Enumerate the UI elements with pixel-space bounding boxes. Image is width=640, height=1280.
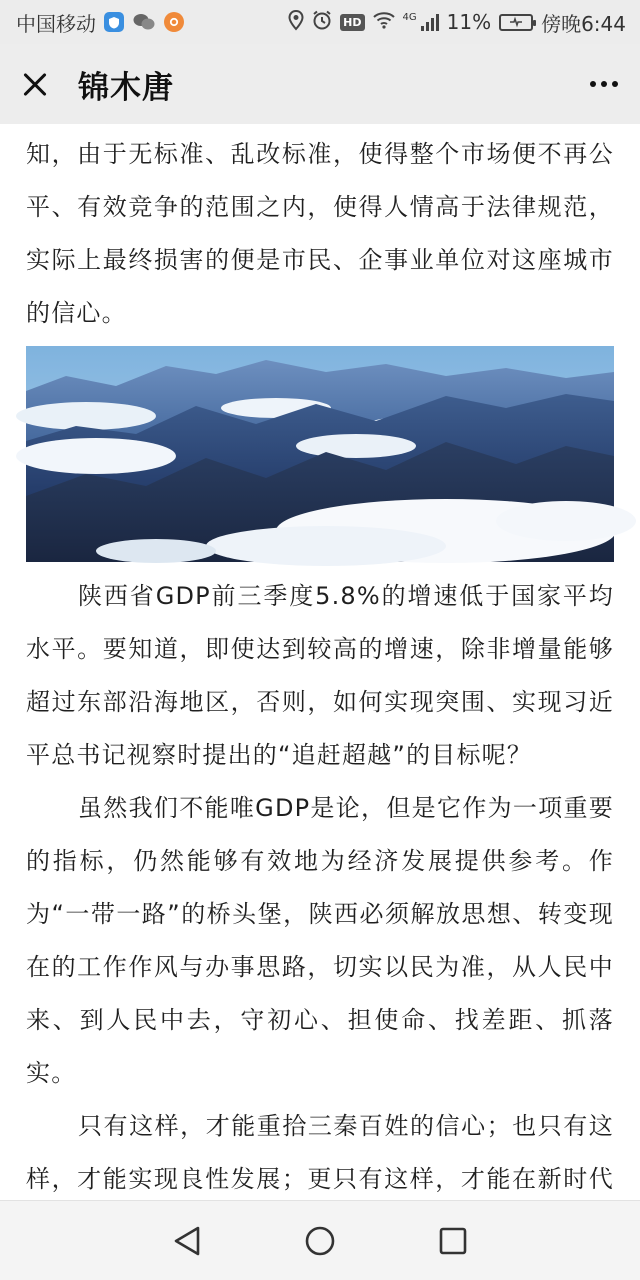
wechat-icon: [132, 12, 156, 32]
battery-percent: 11%: [446, 10, 492, 34]
page-title: 锦木唐: [78, 69, 174, 106]
alarm-icon: [312, 10, 332, 35]
home-icon[interactable]: [290, 1211, 350, 1271]
article-paragraph: 陕西省GDP前三季度5.8%的增速低于国家平均水平。要知道，即使达到较高的增速，除非增量能够超过东部沿海地区，否则，如何实现突围、实现习近平总书记视察时提出的“追赶超越”的目标呢？: [26, 582, 614, 769]
network-type: 4G: [402, 12, 417, 23]
clock-time: 傍晚6:44: [541, 11, 626, 36]
mountains-above-clouds-photo: [26, 346, 614, 562]
navigation-bar: [0, 1200, 640, 1280]
article-paragraph: 只有这样，才能重拾三秦百姓的信心；也只有这样，才能实现良性发展；更只有这样，才能在新时代: [26, 1112, 614, 1193]
status-right: [288, 8, 626, 37]
status-left: [16, 8, 184, 37]
status-bar: [0, 0, 640, 44]
wifi-icon: [373, 10, 395, 34]
app-header: [0, 44, 640, 124]
recents-icon[interactable]: [423, 1211, 483, 1271]
battery-icon: [499, 14, 533, 31]
close-icon[interactable]: [18, 67, 52, 101]
more-options-icon[interactable]: [586, 71, 622, 97]
article-content[interactable]: [0, 124, 640, 1200]
signal-icon: [403, 13, 439, 31]
article-paragraph: 知，由于无标准、乱改标准，使得整个市场便不再公平、有效竞争的范围之内，使得人情高于法律规范，实际上最终损害的便是市民、企事业单位对这座城市的信心。: [26, 140, 614, 327]
article-paragraph: 虽然我们不能唯GDP是论，但是它作为一项重要的指标，仍然能够有效地为经济发展提供参考。作为“一带一路”的桥头堡，陕西必须解放思想、转变现在的工作作风与办事思路，切实以民为准，从人民中来、到人民中去，守初心、担使命、找差距、抓落实。: [26, 794, 614, 1087]
hd-icon: HD: [340, 14, 364, 31]
shield-icon: [104, 12, 124, 32]
carrier-name: 中国移动: [16, 11, 96, 36]
app-notification-icon: [164, 12, 184, 32]
location-icon: [288, 10, 304, 35]
back-icon[interactable]: [157, 1211, 217, 1271]
